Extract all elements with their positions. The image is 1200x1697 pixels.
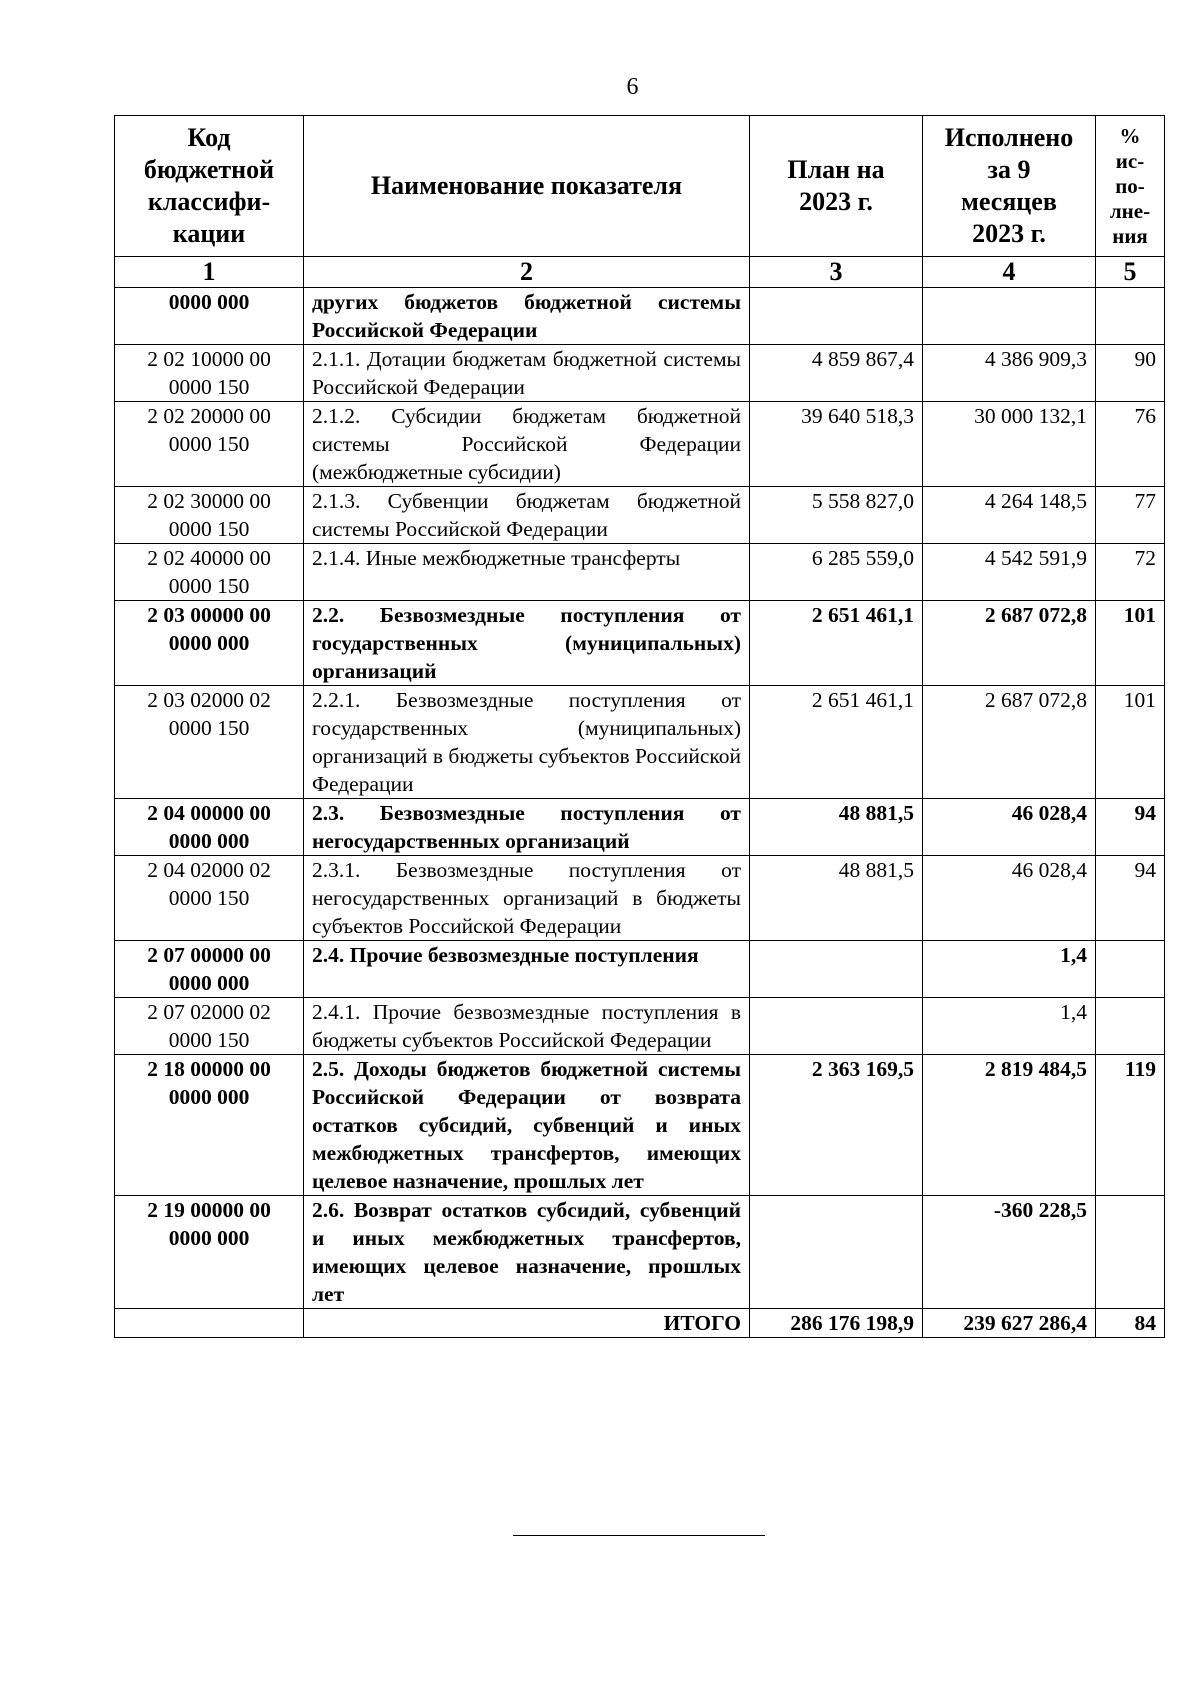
done-cell: 46 028,4: [923, 856, 1096, 941]
code-line: 2 02 10000 00: [147, 347, 271, 371]
name-cell: 2.3. Безвозмездные поступления от негосударственных организаций: [304, 799, 750, 856]
header-plan-line: План на: [787, 155, 885, 184]
total-code-cell: [115, 1309, 304, 1338]
plan-cell: 2 651 461,1: [750, 601, 923, 686]
code-line: 0000 000: [168, 290, 250, 314]
header-done-line: Исполнено: [944, 123, 1074, 152]
pct-cell: [1096, 288, 1165, 345]
plan-cell: [750, 288, 923, 345]
code-line: 0000 150: [168, 432, 250, 456]
code-cell: [115, 998, 304, 1055]
pct-cell: 94: [1096, 799, 1165, 856]
total-pct: 84: [1096, 1309, 1165, 1338]
code-cell: [115, 1055, 304, 1196]
pct-cell: 76: [1096, 402, 1165, 487]
header-plan-line: 2023 г.: [799, 187, 873, 216]
done-cell: 2 819 484,5: [923, 1055, 1096, 1196]
column-number: 1: [115, 257, 304, 288]
code-line: 0000 000: [168, 1226, 250, 1250]
code-line: 2 02 40000 00: [147, 546, 271, 570]
header-done-line: за 9: [987, 155, 1031, 184]
total-label: ИТОГО: [304, 1309, 750, 1338]
done-cell: 1,4: [923, 998, 1096, 1055]
header-row: [115, 116, 1165, 257]
budget-table: [114, 115, 1165, 1338]
code-cell: [115, 856, 304, 941]
table-row: [115, 544, 1165, 601]
done-cell: 30 000 132,1: [923, 402, 1096, 487]
code-cell: [115, 345, 304, 402]
pct-cell: 119: [1096, 1055, 1165, 1196]
done-cell: 4 542 591,9: [923, 544, 1096, 601]
plan-cell: 39 640 518,3: [750, 402, 923, 487]
code-cell: [115, 288, 304, 345]
table-row: [115, 686, 1165, 799]
table-row: [115, 402, 1165, 487]
code-cell: [115, 686, 304, 799]
plan-cell: 6 285 559,0: [750, 544, 923, 601]
done-cell: 1,4: [923, 941, 1096, 998]
name-cell: 2.6. Возврат остатков субсидий, субвенций и иных межбюджетных трансфертов, имеющих целевое назначение, прошлых лет: [304, 1196, 750, 1309]
header-code-line: кации: [172, 219, 246, 248]
code-line: 2 07 00000 00: [147, 943, 271, 967]
name-cell: 2.1.4. Иные межбюджетные трансферты: [304, 544, 750, 601]
code-cell: [115, 402, 304, 487]
code-line: 2 04 02000 02: [147, 858, 271, 882]
code-line: 2 02 30000 00: [147, 489, 271, 513]
header-done-line: 2023 г.: [972, 219, 1046, 248]
header-pct-line: ния: [1112, 223, 1148, 248]
code-cell: [115, 799, 304, 856]
header-pct-line: лне-: [1109, 198, 1151, 223]
header-pct: [1096, 116, 1165, 257]
done-cell: 2 687 072,8: [923, 686, 1096, 799]
column-number: 3: [750, 257, 923, 288]
code-line: 0000 150: [168, 375, 250, 399]
column-numbers-row: [115, 257, 1165, 288]
plan-cell: 2 651 461,1: [750, 686, 923, 799]
header-name: Наименование показателя: [304, 116, 750, 257]
code-line: 0000 150: [168, 517, 250, 541]
name-cell: 2.4.1. Прочие безвозмездные поступления в бюджеты субъектов Российской Федерации: [304, 998, 750, 1055]
code-line: 2 18 00000 00: [147, 1057, 271, 1081]
code-line: 2 04 00000 00: [147, 801, 271, 825]
header-code: [115, 116, 304, 257]
code-line: 2 03 00000 00: [147, 603, 271, 627]
plan-cell: [750, 941, 923, 998]
column-number: 5: [1096, 257, 1165, 288]
plan-cell: 48 881,5: [750, 799, 923, 856]
pct-cell: [1096, 1196, 1165, 1309]
done-cell: [923, 288, 1096, 345]
plan-cell: 5 558 827,0: [750, 487, 923, 544]
plan-cell: 2 363 169,5: [750, 1055, 923, 1196]
header-code-line: классифи-: [147, 187, 271, 216]
code-line: 0000 150: [168, 886, 250, 910]
done-cell: 2 687 072,8: [923, 601, 1096, 686]
code-line: 0000 150: [168, 1028, 250, 1052]
pct-cell: 72: [1096, 544, 1165, 601]
table-row: [115, 941, 1165, 998]
code-cell: [115, 487, 304, 544]
name-cell: других бюджетов бюджетной системы Российской Федерации: [304, 288, 750, 345]
table-row: [115, 487, 1165, 544]
name-cell: 2.2.1. Безвозмездные поступления от государственных (муниципальных) организаций в бюджеты субъектов Российской Федерации: [304, 686, 750, 799]
column-number: 4: [923, 257, 1096, 288]
plan-cell: [750, 998, 923, 1055]
code-cell: [115, 941, 304, 998]
name-cell: 2.3.1. Безвозмездные поступления от негосударственных организаций в бюджеты субъектов Российской Федерации: [304, 856, 750, 941]
code-line: 2 19 00000 00: [147, 1198, 271, 1222]
header-pct-line: ис-: [1115, 148, 1145, 173]
code-line: 0000 000: [168, 829, 250, 853]
code-line: 0000 000: [168, 631, 250, 655]
table-body: [115, 288, 1165, 1309]
code-line: 2 07 02000 02: [147, 1000, 271, 1024]
name-cell: 2.1.1. Дотации бюджетам бюджетной системы Российской Федерации: [304, 345, 750, 402]
header-plan: [750, 116, 923, 257]
code-cell: [115, 601, 304, 686]
table-row: [115, 998, 1165, 1055]
name-cell: 2.4. Прочие безвозмездные поступления: [304, 941, 750, 998]
plan-cell: 48 881,5: [750, 856, 923, 941]
code-cell: [115, 544, 304, 601]
done-cell: 4 386 909,3: [923, 345, 1096, 402]
code-line: 0000 150: [168, 716, 250, 740]
table-row: [115, 601, 1165, 686]
pct-cell: 101: [1096, 601, 1165, 686]
plan-cell: [750, 1196, 923, 1309]
table-row: [115, 856, 1165, 941]
table-row: [115, 288, 1165, 345]
name-cell: 2.1.3. Субвенции бюджетам бюджетной системы Российской Федерации: [304, 487, 750, 544]
pct-cell: 101: [1096, 686, 1165, 799]
header-done-line: месяцев: [961, 187, 1057, 216]
total-done: 239 627 286,4: [923, 1309, 1096, 1338]
table-row: [115, 1196, 1165, 1309]
table-row: [115, 1055, 1165, 1196]
page-number: 6: [626, 74, 639, 100]
code-line: 2 03 02000 02: [147, 688, 271, 712]
code-line: 0000 000: [168, 1085, 250, 1109]
header-pct-line: по-: [1115, 173, 1145, 198]
header-pct-line: %: [1119, 123, 1141, 148]
name-cell: 2.1.2. Субсидии бюджетам бюджетной системы Российской Федерации (межбюджетные субсидии): [304, 402, 750, 487]
pct-cell: 90: [1096, 345, 1165, 402]
done-cell: -360 228,5: [923, 1196, 1096, 1309]
done-cell: 46 028,4: [923, 799, 1096, 856]
plan-cell: 4 859 867,4: [750, 345, 923, 402]
pct-cell: 94: [1096, 856, 1165, 941]
code-line: 0000 000: [168, 971, 250, 995]
end-separator-line: [513, 1535, 765, 1536]
header-done: [923, 116, 1096, 257]
column-number: 2: [304, 257, 750, 288]
pct-cell: 77: [1096, 487, 1165, 544]
header-code-line: бюджетной: [143, 155, 275, 184]
code-cell: [115, 1196, 304, 1309]
code-line: 2 02 20000 00: [147, 404, 271, 428]
pct-cell: [1096, 998, 1165, 1055]
total-plan: 286 176 198,9: [750, 1309, 923, 1338]
header-code-line: Код: [187, 123, 231, 152]
table-row: [115, 345, 1165, 402]
code-line: 0000 150: [168, 574, 250, 598]
name-cell: 2.5. Доходы бюджетов бюджетной системы Российской Федерации от возврата остатков субсидий, субвенций и иных межбюджетных трансфертов, имеющих целевое назначение, прошлых лет: [304, 1055, 750, 1196]
pct-cell: [1096, 941, 1165, 998]
done-cell: 4 264 148,5: [923, 487, 1096, 544]
table-row: [115, 799, 1165, 856]
total-row: [115, 1309, 1165, 1338]
name-cell: 2.2. Безвозмездные поступления от государственных (муниципальных) организаций: [304, 601, 750, 686]
